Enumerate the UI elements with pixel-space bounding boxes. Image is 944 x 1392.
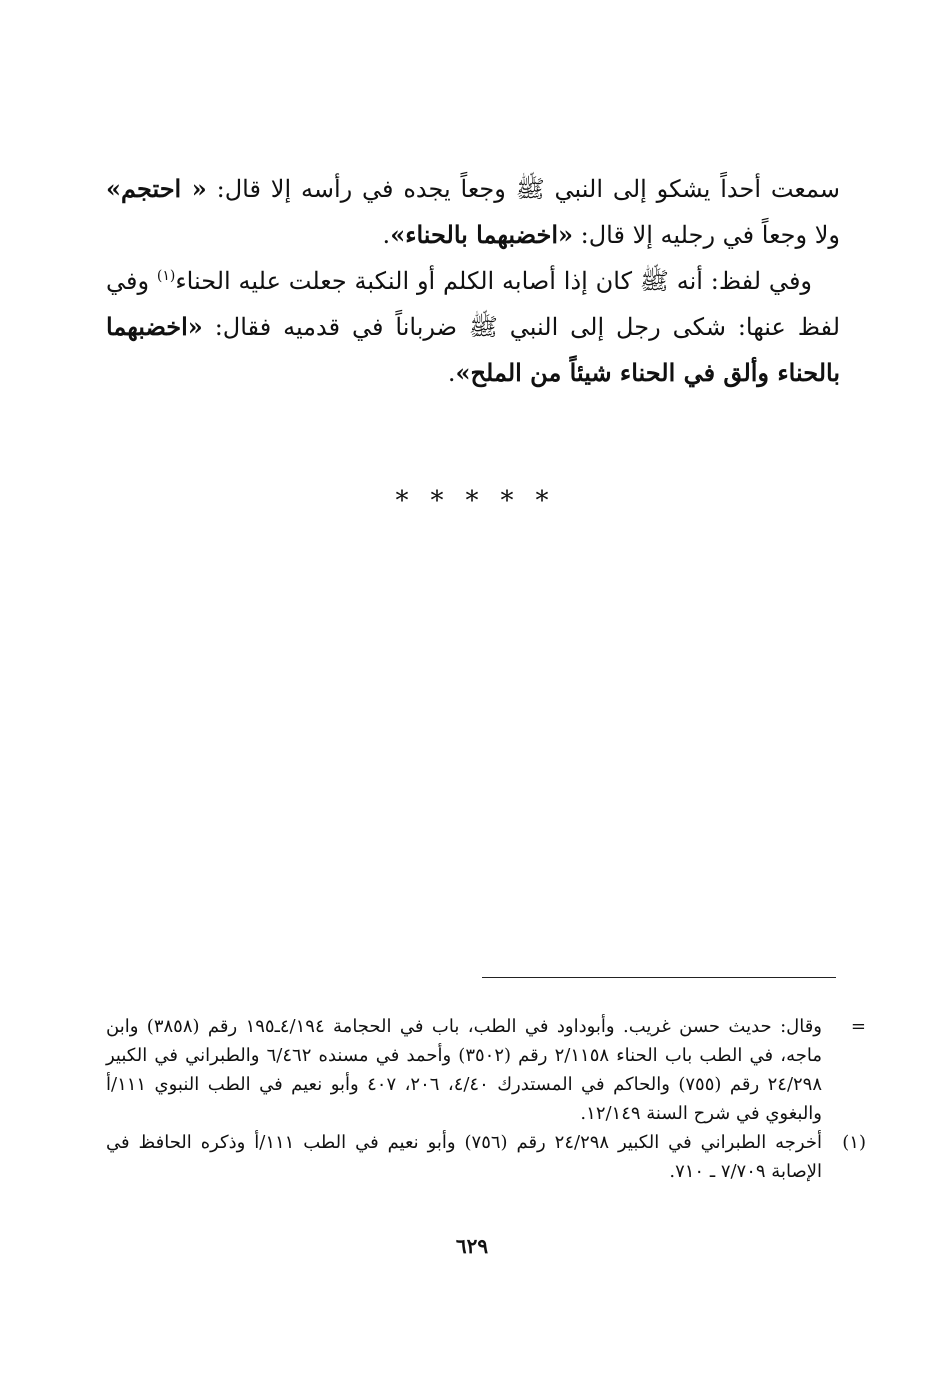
footnote-1-marker: (١): [842, 1132, 866, 1153]
footnote-1-text: أخرجه الطبراني في الكبير ٢٤/٢٩٨ رقم (٧٥٦) وأبو نعيم في الطب ١١١/أ وذكره الحافظ في الإصابة ٧/٧٠٩ ـ ٧١٠.: [106, 1132, 822, 1182]
footnote-divider: [482, 977, 836, 978]
paragraph-1: [106, 166, 840, 258]
quote-ihtajim: « احتجم»: [106, 174, 207, 203]
paragraph-2-text: وفي لفظ: أنه ﷺ كان إذا أصابه الكلم أو النكبة جعلت عليه الحناء: [175, 267, 813, 295]
paragraph-2-text-2: وفي لفظ عنها: شكى رجل إلى النبي ﷺ ضرباناً في قدميه فقال:: [106, 267, 841, 341]
asterisk-icon: *: [535, 486, 549, 516]
asterisk-icon: *: [395, 486, 409, 516]
paragraph-2: [106, 258, 840, 396]
paragraph-1-text: سمعت أحداً يشكو إلى النبي ﷺ وجعاً يجده في رأسه إلا قال:: [206, 175, 840, 203]
page-number: ٦٢٩: [455, 1234, 489, 1258]
asterisk-icon: *: [465, 486, 479, 516]
paragraph-2-end: .: [447, 359, 456, 387]
paragraph-1-end: .: [382, 221, 391, 249]
footnote-ref-1[interactable]: (١): [156, 268, 176, 284]
section-separator: [0, 486, 944, 516]
footnote-continuation: [106, 1012, 866, 1128]
paragraph-1-text-2: ولا وجعاً في رجليه إلا قال:: [573, 221, 840, 249]
main-text-body: [106, 166, 840, 396]
footnote-continuation-text: وقال: حديث حسن غريب. وأبوداود في الطب، باب في الحجامة ٤/١٩٤ـ١٩٥ رقم (٣٨٥٨) وابن ماجه، في الطب باب الحناء ٢/١١٥٨ رقم (٣٥٠٢) وأحمد في مسنده ٦/٤٦٢ والطبراني في الكبير ٢٤/٢٩٨ رقم (٧٥٥) والحاكم في المستدرك ٤/٤٠، ٢٠٦، ٤٠٧ وأبو نعيم في الطب النبوي ١١١/أ والبغوي في شرح السنة ١٢/١٤٩.: [106, 1016, 823, 1124]
footnotes: [106, 1012, 866, 1186]
footnote-continuation-marker: =: [850, 1016, 866, 1037]
asterisk-icon: *: [500, 486, 514, 516]
asterisk-icon: *: [430, 486, 444, 516]
quote-ikhdibhuma-milh: «اخضبهما بالحناء وألق في الحناء شيئاً من الملح»: [106, 312, 840, 387]
footnote-1: [106, 1128, 866, 1186]
quote-ikhdibhuma: «اخضبهما بالحناء»: [390, 220, 573, 249]
